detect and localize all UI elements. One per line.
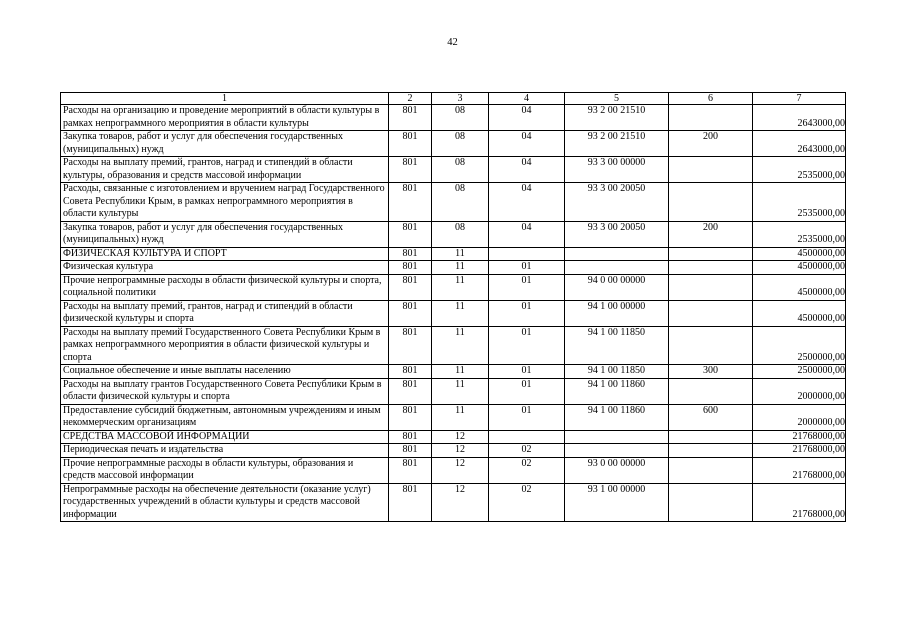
- target-article-cell: [565, 247, 669, 261]
- expense-name-cell: Расходы на выплату грантов Государственного Совета Республики Крым в области физической культуры и спорта: [61, 378, 389, 404]
- expense-name-cell: Расходы на выплату премий, грантов, наград и стипендий в области культуры, образования и средств массовой информации: [61, 157, 389, 183]
- amount-cell: 2500000,00: [753, 365, 846, 379]
- amount-cell: 2500000,00: [753, 326, 846, 365]
- section-code-cell: 11: [432, 365, 489, 379]
- target-article-cell: 93 1 00 00000: [565, 483, 669, 522]
- amount-cell: 21768000,00: [753, 483, 846, 522]
- subsection-code-cell: 01: [489, 404, 565, 430]
- subsection-code-cell: [489, 430, 565, 444]
- amount-cell: 4500000,00: [753, 300, 846, 326]
- target-article-cell: 94 1 00 00000: [565, 300, 669, 326]
- department-code-cell: 801: [389, 247, 432, 261]
- target-article-cell: 94 1 00 11850: [565, 326, 669, 365]
- column-header: 3: [432, 93, 489, 105]
- expense-name-cell: Физическая культура: [61, 261, 389, 275]
- department-code-cell: 801: [389, 300, 432, 326]
- section-code-cell: 08: [432, 105, 489, 131]
- target-article-cell: 93 2 00 21510: [565, 105, 669, 131]
- subsection-code-cell: 04: [489, 131, 565, 157]
- target-article-cell: 93 2 00 21510: [565, 131, 669, 157]
- department-code-cell: 801: [389, 131, 432, 157]
- table-row: [61, 430, 846, 444]
- expense-name-cell: Прочие непрограммные расходы в области физической культуры и спорта, социальной политики: [61, 274, 389, 300]
- section-code-cell: 11: [432, 326, 489, 365]
- subsection-code-cell: 02: [489, 483, 565, 522]
- expense-name-cell: Закупка товаров, работ и услуг для обеспечения государственных (муниципальных) нужд: [61, 131, 389, 157]
- amount-cell: 2643000,00: [753, 105, 846, 131]
- expense-type-cell: 300: [669, 365, 753, 379]
- column-header: 1: [61, 93, 389, 105]
- expense-name-cell: Расходы, связанные с изготовлением и вручением наград Государственного Совета Республики Крым, в рамках непрограммного мероприятия в области культуры: [61, 183, 389, 222]
- expense-type-cell: 200: [669, 221, 753, 247]
- target-article-cell: 93 0 00 00000: [565, 457, 669, 483]
- table-row: [61, 131, 846, 157]
- section-code-cell: 11: [432, 378, 489, 404]
- expense-type-cell: 600: [669, 404, 753, 430]
- department-code-cell: 801: [389, 378, 432, 404]
- section-code-cell: 08: [432, 157, 489, 183]
- target-article-cell: [565, 444, 669, 458]
- department-code-cell: 801: [389, 444, 432, 458]
- amount-cell: 2643000,00: [753, 131, 846, 157]
- target-article-cell: 94 0 00 00000: [565, 274, 669, 300]
- target-article-cell: 94 1 00 11860: [565, 378, 669, 404]
- subsection-code-cell: 02: [489, 444, 565, 458]
- expense-name-cell: Закупка товаров, работ и услуг для обеспечения государственных (муниципальных) нужд: [61, 221, 389, 247]
- expense-name-cell: СРЕДСТВА МАССОВОЙ ИНФОРМАЦИИ: [61, 430, 389, 444]
- subsection-code-cell: 04: [489, 183, 565, 222]
- target-article-cell: [565, 261, 669, 275]
- expense-type-cell: 200: [669, 131, 753, 157]
- expense-type-cell: [669, 300, 753, 326]
- expense-type-cell: [669, 378, 753, 404]
- target-article-cell: 93 3 00 20050: [565, 221, 669, 247]
- expense-name-cell: Непрограммные расходы на обеспечение деятельности (оказание услуг) государственных учреждений в области культуры и средств массовой информации: [61, 483, 389, 522]
- column-header: 2: [389, 93, 432, 105]
- expense-type-cell: [669, 183, 753, 222]
- table-row: [61, 300, 846, 326]
- amount-cell: 2000000,00: [753, 378, 846, 404]
- expense-name-cell: ФИЗИЧЕСКАЯ КУЛЬТУРА И СПОРТ: [61, 247, 389, 261]
- target-article-cell: [565, 430, 669, 444]
- section-code-cell: 08: [432, 221, 489, 247]
- department-code-cell: 801: [389, 404, 432, 430]
- expense-type-cell: [669, 157, 753, 183]
- department-code-cell: 801: [389, 105, 432, 131]
- subsection-code-cell: 02: [489, 457, 565, 483]
- table-row: [61, 183, 846, 222]
- section-code-cell: 12: [432, 483, 489, 522]
- subsection-code-cell: 01: [489, 378, 565, 404]
- section-code-cell: 11: [432, 261, 489, 275]
- department-code-cell: 801: [389, 365, 432, 379]
- subsection-code-cell: 01: [489, 300, 565, 326]
- section-code-cell: 11: [432, 247, 489, 261]
- table-row: [61, 404, 846, 430]
- amount-cell: 4500000,00: [753, 247, 846, 261]
- section-code-cell: 08: [432, 131, 489, 157]
- subsection-code-cell: 04: [489, 105, 565, 131]
- subsection-code-cell: [489, 247, 565, 261]
- expense-type-cell: [669, 457, 753, 483]
- target-article-cell: 93 3 00 20050: [565, 183, 669, 222]
- section-code-cell: 11: [432, 404, 489, 430]
- department-code-cell: 801: [389, 274, 432, 300]
- expense-type-cell: [669, 326, 753, 365]
- table-row: [61, 157, 846, 183]
- subsection-code-cell: 01: [489, 365, 565, 379]
- amount-cell: 21768000,00: [753, 444, 846, 458]
- subsection-code-cell: 01: [489, 326, 565, 365]
- table-row: [61, 365, 846, 379]
- expense-name-cell: Периодическая печать и издательства: [61, 444, 389, 458]
- page-number: 42: [447, 37, 458, 48]
- expense-type-cell: [669, 274, 753, 300]
- expense-type-cell: [669, 444, 753, 458]
- subsection-code-cell: 01: [489, 261, 565, 275]
- department-code-cell: 801: [389, 183, 432, 222]
- table-row: [61, 274, 846, 300]
- expense-type-cell: [669, 105, 753, 131]
- section-code-cell: 12: [432, 430, 489, 444]
- table-row: [61, 261, 846, 275]
- table-row: [61, 247, 846, 261]
- table-header-row: [61, 93, 846, 105]
- section-code-cell: 08: [432, 183, 489, 222]
- amount-cell: 21768000,00: [753, 430, 846, 444]
- section-code-cell: 12: [432, 457, 489, 483]
- expense-type-cell: [669, 430, 753, 444]
- budget-table: [60, 92, 846, 522]
- amount-cell: 4500000,00: [753, 274, 846, 300]
- table-body: [61, 105, 846, 522]
- table-row: [61, 105, 846, 131]
- column-header: 6: [669, 93, 753, 105]
- expense-name-cell: Расходы на выплату премий, грантов, наград и стипендий в области физической культуры и спорта: [61, 300, 389, 326]
- table-row: [61, 326, 846, 365]
- expense-name-cell: Расходы на организацию и проведение мероприятий в области культуры в рамках непрограммного мероприятия в области культуры: [61, 105, 389, 131]
- amount-cell: 21768000,00: [753, 457, 846, 483]
- department-code-cell: 801: [389, 430, 432, 444]
- section-code-cell: 11: [432, 274, 489, 300]
- department-code-cell: 801: [389, 483, 432, 522]
- subsection-code-cell: 04: [489, 157, 565, 183]
- section-code-cell: 12: [432, 444, 489, 458]
- table-row: [61, 483, 846, 522]
- expense-type-cell: [669, 247, 753, 261]
- expense-name-cell: Прочие непрограммные расходы в области культуры, образования и средств массовой информации: [61, 457, 389, 483]
- table-row: [61, 221, 846, 247]
- column-header: 5: [565, 93, 669, 105]
- department-code-cell: 801: [389, 221, 432, 247]
- department-code-cell: 801: [389, 326, 432, 365]
- expense-name-cell: Расходы на выплату премий Государственного Совета Республики Крым в рамках непрограммного мероприятия в области физической культуры и спорта: [61, 326, 389, 365]
- column-header: 7: [753, 93, 846, 105]
- department-code-cell: 801: [389, 457, 432, 483]
- department-code-cell: 801: [389, 157, 432, 183]
- amount-cell: 4500000,00: [753, 261, 846, 275]
- table-row: [61, 444, 846, 458]
- subsection-code-cell: 04: [489, 221, 565, 247]
- table-row: [61, 457, 846, 483]
- amount-cell: 2000000,00: [753, 404, 846, 430]
- amount-cell: 2535000,00: [753, 157, 846, 183]
- department-code-cell: 801: [389, 261, 432, 275]
- subsection-code-cell: 01: [489, 274, 565, 300]
- expense-name-cell: Социальное обеспечение и иные выплаты населению: [61, 365, 389, 379]
- expense-type-cell: [669, 261, 753, 275]
- table-row: [61, 378, 846, 404]
- target-article-cell: 94 1 00 11860: [565, 404, 669, 430]
- target-article-cell: 94 1 00 11850: [565, 365, 669, 379]
- expense-type-cell: [669, 483, 753, 522]
- target-article-cell: 93 3 00 00000: [565, 157, 669, 183]
- section-code-cell: 11: [432, 300, 489, 326]
- amount-cell: 2535000,00: [753, 221, 846, 247]
- column-header: 4: [489, 93, 565, 105]
- amount-cell: 2535000,00: [753, 183, 846, 222]
- expense-name-cell: Предоставление субсидий бюджетным, автономным учреждениям и иным некоммерческим организациям: [61, 404, 389, 430]
